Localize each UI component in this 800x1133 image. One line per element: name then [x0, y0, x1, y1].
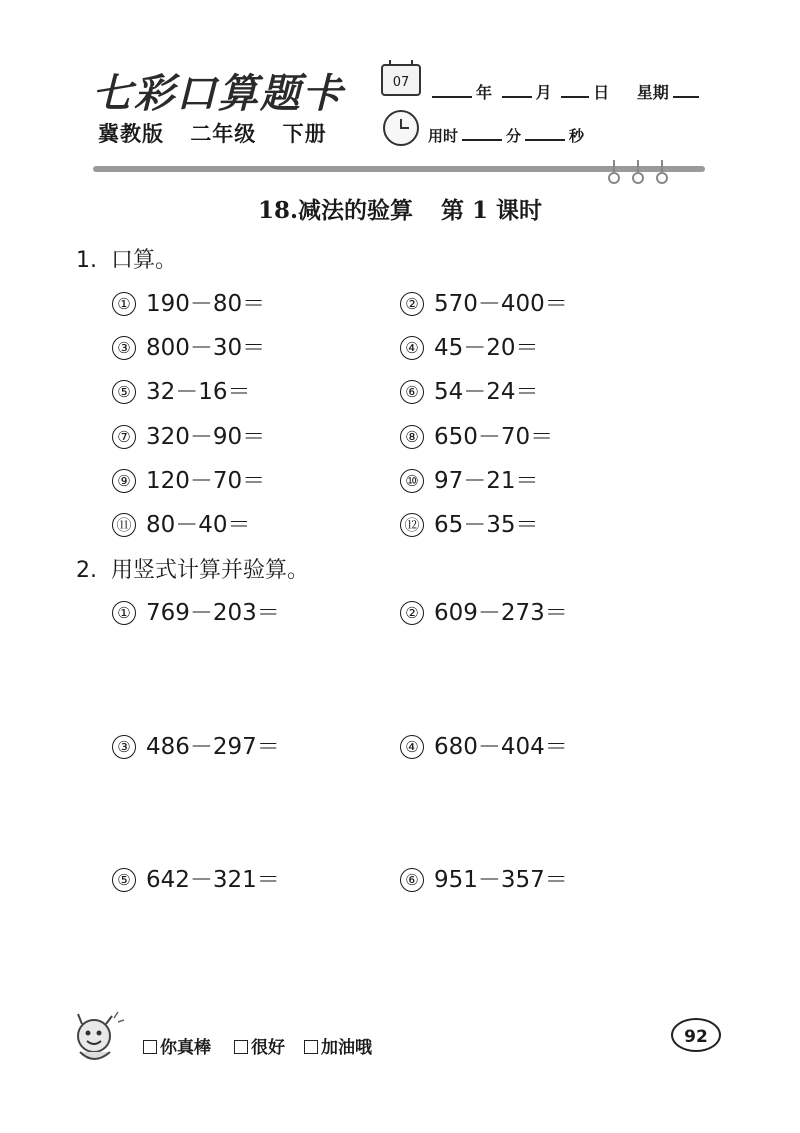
- problem-index: ⑥: [400, 380, 424, 404]
- divider-ornament-dot: [632, 172, 644, 184]
- day-blank[interactable]: [561, 96, 589, 98]
- problem-index: ③: [112, 735, 136, 759]
- year-blank[interactable]: [432, 96, 472, 98]
- rating-keep-going[interactable]: [304, 1033, 372, 1058]
- rating-checkbox[interactable]: [143, 1040, 157, 1054]
- rating-good[interactable]: [234, 1033, 285, 1058]
- rating-label: 很好: [251, 1038, 285, 1058]
- clock-icon: [383, 110, 419, 146]
- minutes-label: 分: [506, 127, 522, 145]
- divider-ornament-dot: [656, 172, 668, 184]
- oral-problem[interactable]: [400, 418, 553, 451]
- problem-index: ⑫: [400, 513, 424, 537]
- section-1-heading: [76, 243, 177, 274]
- problem-expression: 650－70＝: [434, 424, 554, 450]
- problem-index: ⑩: [400, 469, 424, 493]
- month-blank[interactable]: [502, 96, 532, 98]
- section-2-heading: [76, 553, 309, 584]
- oral-problem[interactable]: [112, 329, 265, 362]
- edition-info: [98, 118, 345, 148]
- problem-index: ②: [400, 601, 424, 625]
- rating-label: 你真棒: [160, 1038, 211, 1058]
- vertical-problem[interactable]: [400, 861, 568, 894]
- seconds-blank[interactable]: [525, 139, 565, 141]
- problem-expression: 45－20＝: [434, 335, 539, 361]
- calendar-icon: [381, 64, 421, 96]
- divider-ornament-dot: [608, 172, 620, 184]
- rating-label: 加油哦: [321, 1038, 372, 1058]
- problem-expression: 190－80＝: [146, 291, 266, 317]
- weekday-label: 星期: [636, 83, 669, 102]
- divider-ornament: [661, 160, 663, 172]
- vertical-problem[interactable]: [112, 728, 280, 761]
- vertical-problem[interactable]: [400, 594, 568, 627]
- problem-expression: 320－90＝: [146, 424, 266, 450]
- divider-ornament: [637, 160, 639, 172]
- oral-problem[interactable]: [112, 462, 265, 495]
- problem-expression: 800－30＝: [146, 335, 266, 361]
- oral-problem[interactable]: [400, 373, 539, 406]
- oral-problem[interactable]: [112, 285, 265, 318]
- rating-great[interactable]: [143, 1033, 211, 1058]
- edition-grade: 二年级: [190, 122, 257, 146]
- problem-expression: 97－21＝: [434, 468, 539, 494]
- problem-expression: 486－297＝: [146, 734, 280, 760]
- vertical-problem[interactable]: [112, 861, 280, 894]
- mascot-icon: [66, 1010, 126, 1068]
- oral-problem[interactable]: [112, 418, 265, 451]
- problem-expression: 54－24＝: [434, 379, 539, 405]
- oral-problem[interactable]: [112, 373, 251, 406]
- problem-expression: 65－35＝: [434, 512, 539, 538]
- section-2-number: 2.: [76, 558, 97, 583]
- problem-index: ①: [112, 292, 136, 316]
- section-1-title: 口算。: [111, 248, 178, 273]
- problem-expression: 570－400＝: [434, 291, 568, 317]
- time-fill-row: [428, 125, 584, 146]
- oral-problem[interactable]: [400, 329, 539, 362]
- problem-index: ④: [400, 336, 424, 360]
- problem-expression: 769－203＝: [146, 600, 280, 626]
- problem-index: ⑦: [112, 425, 136, 449]
- lesson-title: [0, 192, 800, 225]
- brand-title: 七彩口算题卡: [92, 70, 344, 117]
- problem-index: ④: [400, 735, 424, 759]
- time-label: 用时: [428, 127, 459, 145]
- weekday-blank[interactable]: [673, 96, 699, 98]
- problem-index: ①: [112, 601, 136, 625]
- section-2-title: 用竖式计算并验算。: [111, 558, 310, 583]
- seconds-label: 秒: [569, 127, 585, 145]
- edition-volume: 下册: [282, 122, 327, 146]
- problem-expression: 609－273＝: [434, 600, 568, 626]
- vertical-problem[interactable]: [112, 594, 280, 627]
- section-1-number: 1.: [76, 248, 97, 273]
- rating-checkbox[interactable]: [304, 1040, 318, 1054]
- problem-index: ⑪: [112, 513, 136, 537]
- date-fill-row: [428, 80, 703, 103]
- rating-checkbox[interactable]: [234, 1040, 248, 1054]
- lesson-period: 第 1 课时: [440, 197, 543, 224]
- problem-index: ②: [400, 292, 424, 316]
- problem-index: ⑤: [112, 380, 136, 404]
- minutes-blank[interactable]: [462, 139, 502, 141]
- problem-expression: 951－357＝: [434, 867, 568, 893]
- divider-ornament: [613, 160, 615, 172]
- problem-index: ⑧: [400, 425, 424, 449]
- oral-problem[interactable]: [400, 462, 539, 495]
- day-label: 日: [593, 83, 610, 102]
- problem-expression: 32－16＝: [146, 379, 251, 405]
- vertical-problem[interactable]: [400, 728, 568, 761]
- page-number: 92: [671, 1018, 721, 1052]
- problem-expression: 120－70＝: [146, 468, 266, 494]
- oral-problem[interactable]: [112, 506, 251, 539]
- problem-expression: 642－321＝: [146, 867, 280, 893]
- oral-problem[interactable]: [400, 285, 568, 318]
- year-label: 年: [476, 83, 493, 102]
- oral-problem[interactable]: [400, 506, 539, 539]
- edition-publisher: 冀教版: [98, 122, 164, 146]
- problem-index: ⑨: [112, 469, 136, 493]
- problem-index: ⑤: [112, 868, 136, 892]
- problem-expression: 680－404＝: [434, 734, 568, 760]
- calendar-day: 07: [392, 75, 410, 90]
- problem-index: ③: [112, 336, 136, 360]
- problem-expression: 80－40＝: [146, 512, 251, 538]
- lesson-name: 18.减法的验算: [257, 197, 413, 224]
- month-label: 月: [535, 83, 552, 102]
- problem-index: ⑥: [400, 868, 424, 892]
